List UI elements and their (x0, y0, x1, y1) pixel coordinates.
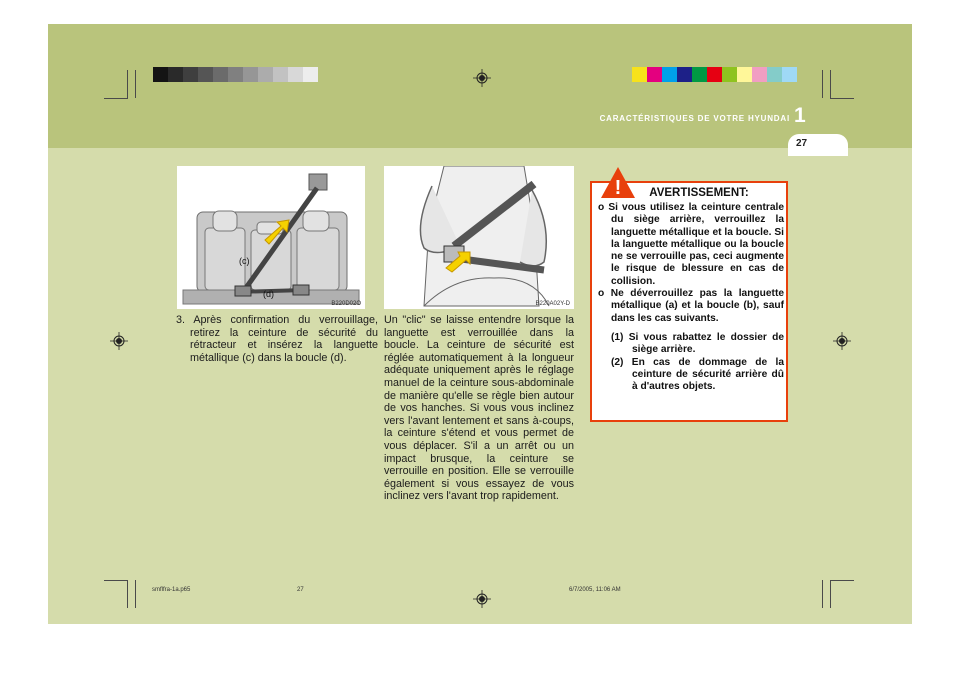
color-swatch (288, 67, 303, 82)
warning-sub-item: (2) En cas de dommage de la ceinture de sécurité arrière dû à d'autres objets. (611, 356, 784, 393)
footer-page: 27 (297, 587, 304, 593)
color-swatch (662, 67, 677, 82)
rear-seat-drawing (177, 166, 365, 309)
color-swatch (183, 67, 198, 82)
warning-icon-glyph: ! (614, 177, 622, 199)
crop-mark (135, 70, 136, 98)
warning-triangle-icon (600, 166, 636, 199)
crop-mark (830, 70, 831, 98)
color-swatch (692, 67, 707, 82)
warning-sub-item: (1) Si vous rabattez le dossier de siège arrière. (611, 331, 784, 356)
color-swatch (782, 67, 797, 82)
crop-mark (127, 70, 128, 98)
registration-mark-icon (473, 69, 491, 87)
footer-timestamp: 6/7/2005, 11:06 AM (569, 587, 621, 593)
color-swatch (198, 67, 213, 82)
chapter-title: CARACTÉRISTIQUES DE VOTRE HYUNDAI (599, 114, 790, 123)
registration-mark-icon (833, 332, 851, 350)
buckling-drawing (384, 166, 574, 309)
warning-title: AVERTISSEMENT: (649, 187, 749, 199)
belt-buckling-illustration (384, 166, 574, 309)
page-number: 27 (796, 138, 808, 149)
crop-mark (135, 580, 136, 608)
crop-mark (104, 580, 128, 581)
label-c: (c) (239, 256, 250, 266)
registration-mark-icon (473, 590, 491, 608)
color-swatch (647, 67, 662, 82)
rear-seat-belt-illustration (177, 166, 365, 309)
color-calibration-bar (632, 67, 797, 82)
color-swatch (767, 67, 782, 82)
crop-mark (104, 98, 128, 99)
color-swatch (213, 67, 228, 82)
color-swatch (737, 67, 752, 82)
grayscale-calibration-bar (153, 67, 318, 82)
label-d: (d) (263, 289, 274, 299)
crop-mark (127, 580, 128, 608)
crop-mark (822, 70, 823, 98)
chapter-number: 1 (794, 104, 806, 127)
warning-bullet: o Si vous utilisez la ceinture centrale du siège arrière, verrouillez la languette métallique et la boucle. Si la languette métallique ou la boucle ne se verrouille pas, ceci augmente le risque de blessure en cas de collision. (598, 202, 784, 287)
color-swatch (153, 67, 168, 82)
footer-filename: smflfra-1a.p65 (152, 587, 191, 593)
crop-mark (830, 580, 854, 581)
color-swatch (722, 67, 737, 82)
crop-mark (822, 580, 823, 608)
warning-box (590, 181, 788, 422)
warning-bullet: o Ne déverrouillez pas la languette métallique (a) et la boucle (b), sauf dans les cas suivants. (598, 288, 784, 324)
warning-body (598, 202, 784, 393)
color-swatch (228, 67, 243, 82)
registration-mark-icon (110, 332, 128, 350)
color-swatch (303, 67, 318, 82)
color-swatch (273, 67, 288, 82)
color-swatch (752, 67, 767, 82)
color-swatch (258, 67, 273, 82)
crop-mark (830, 98, 854, 99)
color-swatch (168, 67, 183, 82)
figure-code: B220D02O (331, 301, 361, 307)
color-swatch (707, 67, 722, 82)
crop-mark (830, 580, 831, 608)
color-swatch (243, 67, 258, 82)
figure-code: B220A02Y-D (535, 301, 570, 307)
color-swatch (632, 67, 647, 82)
color-swatch (677, 67, 692, 82)
belt-explanation-paragraph: Un "clic" se laisse entendre lorsque la languette est verrouillée dans la boucle. La ceinture de sécurité est réglée automatiquement à la longueur adéquate uniquement après le réglage manuel de la ceinture sous-abdominale de manière qu'elle se règle bien autour de vos hanches. Si vous vous inclinez vers l'avant lentement et sans à-coups, la ceinture s'étend et vous permet de vous déplacer. S'il a un arrêt ou un impact brusque, la ceinture se verrouille en position. Elle se verrouille également si vous essayez de vous inclinez vers l'avant trop rapidement. (384, 314, 574, 503)
step-3-text: 3. Après confirmation du verrouillage, retirez la ceinture de sécurité du rétracteur et insérez la languette métallique (c) dans la boucle (d). (176, 314, 378, 364)
